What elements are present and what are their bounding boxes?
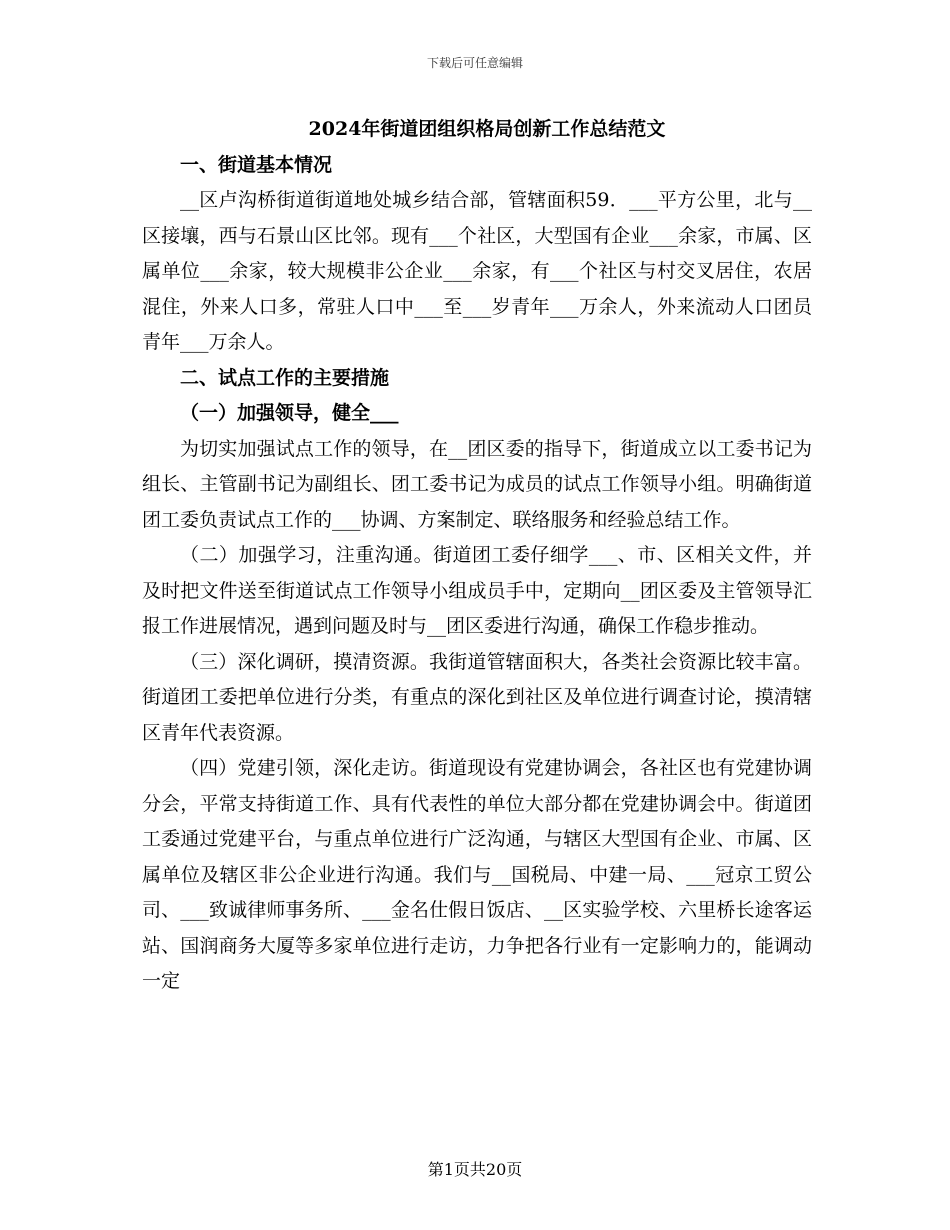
section-heading-main-measures: 二、试点工作的主要措施 xyxy=(180,366,390,389)
paragraph-study-communication: （二）加强学习，注重沟通。街道团工委仔细学___、市、区相关文件，并及时把文件送至街道试点工作领导小组成员手中，定期向__团区委及主管领导汇报工作进展情况，遇到问题及时与__团区委进行沟通，确保工作稳步推动。 xyxy=(142,544,812,637)
document-body xyxy=(142,112,812,1000)
paragraph-research-resources: （三）深化调研，摸清资源。我街道管辖面积大，各类社会资源比较丰富。街道团工委把单位进行分类，有重点的深化到社区及单位进行调查讨论，摸清辖区青年代表资源。 xyxy=(142,650,812,744)
subsection-heading-leadership: （一）加强领导，健全___ xyxy=(180,402,399,424)
paragraph-party-building: （四）党建引领，深化走访。街道现设有党建协调会，各社区也有党建协调分会，平常支持街道工作、具有代表性的单位大部分都在党建协调会中。街道团工委通过党建平台，与重点单位进行广泛沟通，与辖区大型国有企业、市属、区属单位及辖区非公企业进行沟通。我们与__国税局、中建一局、___冠京工贸公司、___致诚律师事务所、___金名仕假日饭店、__区实验学校、六里桥长途客运站、国润商务大厦等多家单位进行走访，力争把各行业有一定影响力的，能调动一定 xyxy=(142,757,812,992)
document-title: 2024年街道团组织格局创新工作总结范文 xyxy=(308,118,666,140)
header-note: 下载后可任意编辑 xyxy=(426,56,523,70)
page-number: 第1页共20页 xyxy=(427,1160,523,1179)
paragraph-leadership: 为切实加强试点工作的领导，在__团区委的指导下，街道成立以工委书记为组长、主管副书记为副组长、团工委书记为成员的试点工作领导小组。明确街道团工委负责试点工作的___协调、方案制定、联络服务和经验总结工作。 xyxy=(142,437,812,531)
paragraph-basic-info: __区卢沟桥街道街道地处城乡结合部，管辖面积59．___平方公里，北与__区接壤，西与石景山区比邻。现有___个社区，大型国有企业___余家，市属、区属单位___余家，较大规模非公企业___余家，有___个社区与村交叉居住，农居混住，外来人口多，常驻人口中___至___岁青年___万余人，外来流动人口团员青年___万余人。 xyxy=(142,189,812,353)
section-heading-basic-info: 一、街道基本情况 xyxy=(180,153,333,176)
